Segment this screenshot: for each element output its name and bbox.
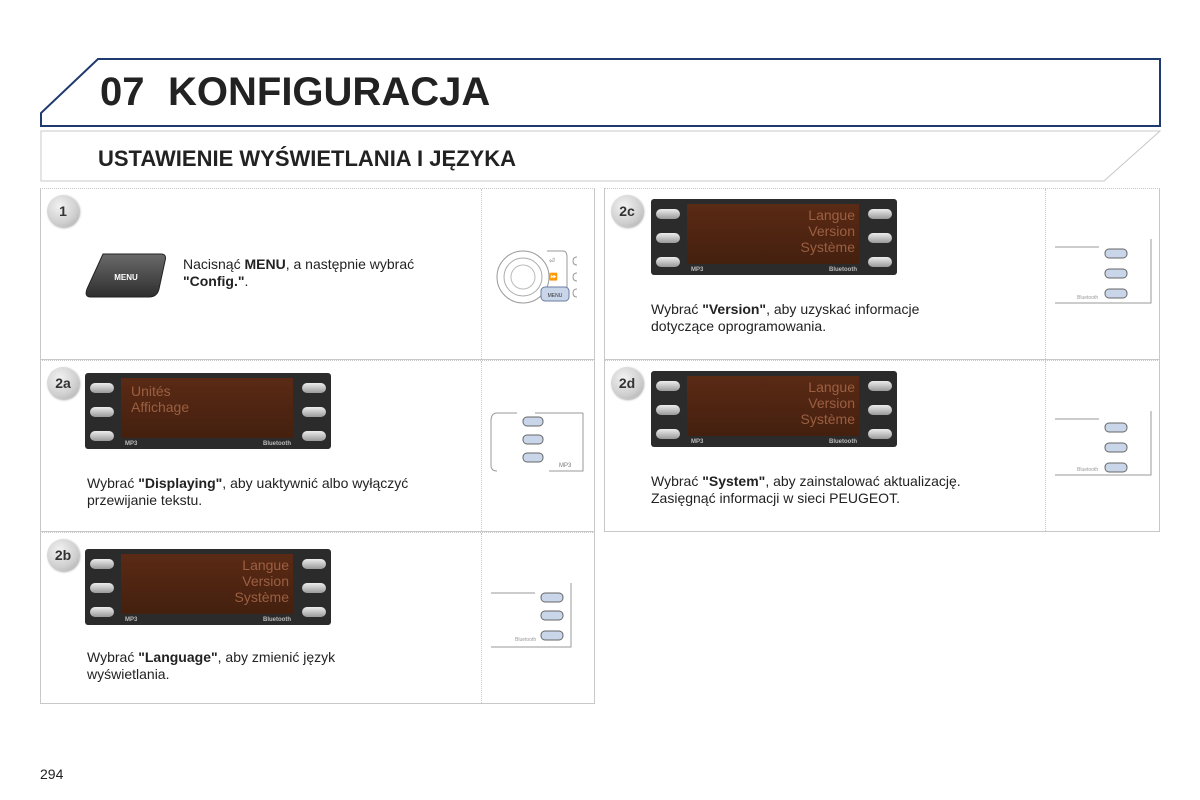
mp3-label: MP3	[691, 439, 704, 445]
screen-item-version: Version	[242, 573, 289, 589]
step-2d-text-a: Wybrać	[651, 473, 703, 489]
step-2d-text-bold: "System"	[702, 473, 766, 489]
menu-key-label: MENU	[114, 273, 138, 282]
step-2a-text	[87, 475, 479, 509]
side-mp3-label: MP3	[559, 463, 572, 469]
menu-key-illustration	[81, 249, 171, 309]
side-bluetooth-label: Bluetooth	[515, 637, 537, 643]
step-2a-text-b: , aby uaktywnić albo wyłączyć	[222, 475, 409, 491]
mp3-label: MP3	[691, 267, 704, 273]
display-screen	[85, 373, 331, 449]
step-1-text-bold-a: MENU	[244, 256, 286, 272]
step-2b-text-c: wyświetlania.	[87, 666, 170, 682]
step-2b-text	[87, 649, 479, 683]
step-2c-text-b: , aby uzyskać informacje	[766, 301, 920, 317]
step-2d-text-c: Zasięgnąć informacji w sieci PEUGEOT.	[651, 490, 900, 506]
step-2c-badge: 2c	[611, 195, 643, 227]
step-1-text	[183, 256, 473, 290]
page-number: 294	[40, 766, 64, 782]
step-2b-text-b: , aby zmienić język	[217, 649, 336, 665]
step-1-badge: 1	[47, 195, 79, 227]
side-buttons-illustration	[489, 581, 589, 661]
screen-item-language: Langue	[242, 557, 289, 573]
mp3-label: MP3	[125, 617, 138, 623]
step-1-text-bold-b: "Config."	[183, 273, 245, 289]
section-title: USTAWIENIE WYŚWIETLANIA I JĘZYKA	[98, 146, 517, 171]
step-2b-text-bold: "Language"	[138, 649, 218, 665]
step-2d-badge: 2d	[611, 367, 643, 399]
step-2a-badge: 2a	[47, 367, 79, 399]
step-2c-text-bold: "Version"	[702, 301, 767, 317]
screen-item-display: Affichage	[131, 399, 190, 415]
screen-item-version: Version	[808, 395, 855, 411]
side-bluetooth-label: Bluetooth	[1077, 295, 1099, 301]
step-2b-badge: 2b	[47, 539, 79, 571]
bluetooth-label: Bluetooth	[263, 441, 291, 447]
step-2c-text-a: Wybrać	[651, 301, 703, 317]
screen-item-system: Système	[234, 589, 289, 605]
bluetooth-label: Bluetooth	[829, 439, 857, 445]
screen-item-language: Langue	[808, 207, 855, 223]
display-screen	[85, 549, 331, 625]
step-2a-panel	[40, 360, 595, 532]
screen-item-language: Langue	[808, 379, 855, 395]
step-2a-text-bold: "Displaying"	[138, 475, 223, 491]
display-screen	[651, 199, 897, 275]
step-2d-text-b: , aby zainstalować aktualizację.	[765, 473, 961, 489]
step-1-text-a: Nacisnąć	[183, 256, 245, 272]
step-1-text-c: .	[244, 273, 249, 289]
screen-item-system: Système	[800, 239, 855, 255]
step-2a-text-c: przewijanie tekstu.	[87, 492, 203, 508]
step-2b-text-a: Wybrać	[87, 649, 139, 665]
step-2c-panel	[604, 188, 1160, 360]
svg-text:⏩: ⏩	[549, 274, 558, 281]
side-buttons-illustration	[489, 401, 589, 481]
step-1-panel	[40, 188, 595, 360]
display-screen	[651, 371, 897, 447]
screen-item-version: Version	[808, 223, 855, 239]
screen-item-system: Système	[800, 411, 855, 427]
control-menu-label: MENU	[547, 293, 563, 299]
chapter-number: 07	[100, 70, 145, 114]
step-1-text-b: , a następnie wybrać	[285, 256, 415, 272]
step-2d-text	[651, 473, 1043, 507]
screen-item-units: Unités	[131, 383, 171, 399]
section-header	[40, 130, 1162, 182]
step-2d-panel	[604, 360, 1160, 532]
side-buttons-illustration	[1053, 237, 1153, 317]
step-2c-text-c: dotyczące oprogramowania.	[651, 318, 827, 334]
side-buttons-illustration	[1053, 409, 1153, 489]
svg-text:⏎: ⏎	[549, 258, 555, 265]
step-2b-panel	[40, 532, 595, 704]
side-bluetooth-label: Bluetooth	[1077, 467, 1099, 473]
mp3-label: MP3	[125, 441, 138, 447]
bluetooth-label: Bluetooth	[263, 617, 291, 623]
step-2a-text-a: Wybrać	[87, 475, 139, 491]
control-panel-illustration	[493, 239, 593, 319]
step-2c-text	[651, 301, 1043, 335]
chapter-header	[40, 58, 1162, 128]
bluetooth-label: Bluetooth	[829, 267, 857, 273]
chapter-title: KONFIGURACJA	[168, 70, 491, 114]
